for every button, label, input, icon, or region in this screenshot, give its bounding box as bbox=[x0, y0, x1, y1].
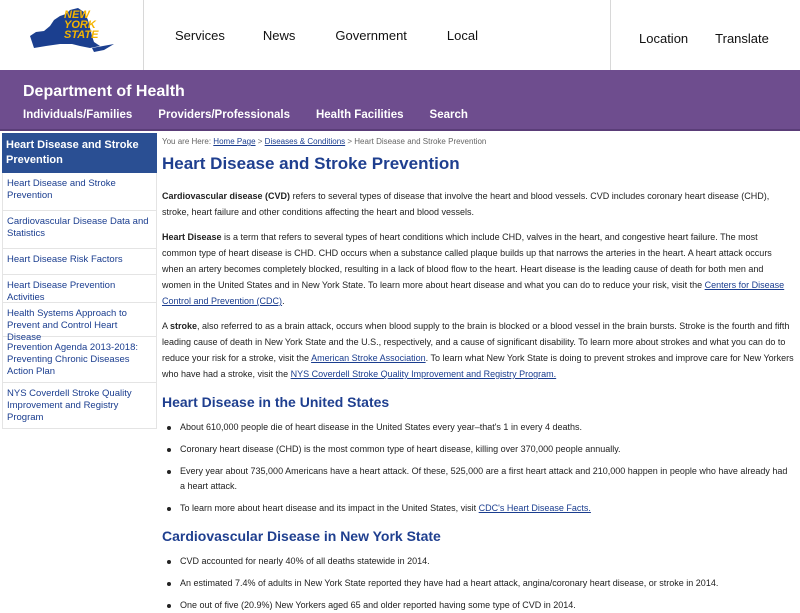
sidebar-item-health-systems[interactable]: Health Systems Approach to Prevent and Control Heart Disease bbox=[2, 303, 157, 337]
page-title: Heart Disease and Stroke Prevention bbox=[162, 154, 460, 173]
sidebar-item-prevention-agenda[interactable]: Prevention Agenda 2013-2018: Preventing Chronic Diseases Action Plan bbox=[2, 337, 157, 383]
list-item-text: An estimated 7.4% of adults in New York State reported they have had a heart attack, angina/coronary heart disease, or stroke in 2014. bbox=[180, 578, 719, 588]
sidebar-item-prevention-activities[interactable]: Heart Disease Prevention Activities bbox=[2, 275, 157, 303]
paragraph-text: refers to several types of disease that involve the heart and blood vessels. CVD includes coronary heart disease (CHD), stroke, heart failure and other conditions affecting the heart and blood vessels. bbox=[162, 191, 770, 217]
logo-text-line2: YORK bbox=[64, 19, 96, 31]
global-header bbox=[0, 0, 800, 70]
list-item-text: One out of five (20.9%) New Yorkers aged 65 and older reported having some type of CVD in 2014. bbox=[180, 600, 576, 610]
list-item bbox=[162, 464, 794, 494]
list-item-text: About 610,000 people die of heart disease in the United States every year–that's 1 in every 4 deaths. bbox=[180, 422, 582, 432]
translate-link[interactable]: Translate bbox=[715, 31, 769, 46]
cdc-heart-disease-facts-link[interactable]: CDC's Heart Disease Facts. bbox=[478, 503, 591, 513]
us-facts-list bbox=[162, 420, 794, 516]
agency-nav bbox=[23, 109, 494, 121]
american-stroke-association-link[interactable]: American Stroke Association bbox=[311, 353, 426, 363]
paragraph-text: . To learn what New York State is doing to prevent strokes and improve care for New Yorkers who have had a stroke, visit the bbox=[162, 353, 794, 379]
paragraph-text: is a term that refers to several types of heart conditions which include CHD, valves in the heart, and congestive heart failure. The most common type of heart disease is CHD. CHD occurs when a substance called plaque builds up that narrows the arteries in the heart. A heart attack occurs when an artery becomes completely blocked, resulting in a lack of blood flow to the heart. Heart disease is the leading cause of death for both men and women in the United States and in New York State. To learn more about heart disease and what you can do to reduce your risk, visit the bbox=[162, 232, 772, 290]
sidebar-item-risk-factors[interactable]: Heart Disease Risk Factors bbox=[2, 249, 157, 275]
paragraph-text: , also referred to as a brain attack, occurs when blood supply to the brain is blocked or a blood vessel in the brain bursts. Stroke is the fourth and fifth leading cause of death in New York State and the U.S., respectively, and a cause of significant disability. To learn more about strokes and what you can do to reduce your risk for a stroke, visit the bbox=[162, 321, 790, 363]
nav-news[interactable]: News bbox=[262, 28, 296, 43]
breadcrumb-current: Heart Disease and Stroke Prevention bbox=[354, 137, 487, 146]
breadcrumb-section[interactable]: Diseases & Conditions bbox=[264, 137, 346, 146]
term-stroke: stroke bbox=[170, 321, 198, 331]
paragraph-text: A bbox=[162, 321, 171, 331]
list-item bbox=[162, 501, 794, 516]
breadcrumb-separator: > bbox=[255, 137, 265, 146]
list-item bbox=[162, 576, 794, 591]
agency-title[interactable]: Department of Health bbox=[23, 83, 185, 100]
nys-logo[interactable] bbox=[26, 6, 126, 58]
section-heading-ny: Cardiovascular Disease in New York State bbox=[162, 528, 441, 544]
main-content bbox=[162, 133, 794, 613]
nav-local[interactable]: Local bbox=[446, 28, 478, 43]
breadcrumb-separator: > bbox=[345, 137, 355, 146]
list-item bbox=[162, 442, 794, 457]
agency-nav-providers[interactable]: Providers/Professionals bbox=[158, 109, 290, 121]
sidebar-heading[interactable]: Heart Disease and Stroke Prevention bbox=[2, 133, 157, 173]
list-item-text: To learn more about heart disease and its impact in the United States, visit bbox=[180, 503, 479, 513]
sidebar-item-cvd-data[interactable]: Cardiovascular Disease Data and Statistics bbox=[2, 211, 157, 249]
agency-nav-facilities[interactable]: Health Facilities bbox=[315, 109, 404, 121]
sidebar bbox=[2, 133, 157, 429]
list-item-text: Every year about 735,000 Americans have a heart attack. Of these, 525,000 are a first heart attack and 210,000 happen in people who have already had a heart attack. bbox=[180, 466, 788, 491]
location-link[interactable]: Location bbox=[639, 31, 689, 46]
header-divider-right bbox=[610, 0, 611, 70]
list-item bbox=[162, 554, 794, 569]
ny-facts-list bbox=[162, 554, 794, 613]
logo-text-line1: NEW bbox=[64, 9, 90, 21]
logo-text-line3: STATE bbox=[64, 29, 99, 41]
coverdell-program-link[interactable]: NYS Coverdell Stroke Quality Improvement and Registry Program. bbox=[290, 369, 557, 379]
sidebar-item-heart-disease-stroke[interactable]: Heart Disease and Stroke Prevention bbox=[2, 173, 157, 211]
agency-nav-individuals[interactable]: Individuals/Families bbox=[23, 109, 133, 121]
utility-nav bbox=[639, 31, 769, 46]
sidebar-item-coverdell[interactable]: NYS Coverdell Stroke Quality Improvement and Registry Program bbox=[2, 383, 157, 429]
agency-nav-search[interactable]: Search bbox=[429, 109, 468, 121]
list-item-text: CVD accounted for nearly 40% of all deaths statewide in 2014. bbox=[180, 556, 430, 566]
agency-header bbox=[0, 70, 800, 131]
paragraph-cvd bbox=[162, 188, 794, 220]
list-item-text: Coronary heart disease (CHD) is the most common type of heart disease, killing over 370,000 people annually. bbox=[180, 444, 621, 454]
section-heading-us: Heart Disease in the United States bbox=[162, 394, 390, 410]
term-heart-disease: Heart Disease bbox=[162, 232, 222, 242]
breadcrumb-home[interactable]: Home Page bbox=[213, 137, 256, 146]
agency-bar-border bbox=[0, 129, 800, 131]
nav-services[interactable]: Services bbox=[175, 28, 225, 43]
breadcrumb bbox=[162, 137, 794, 146]
cdc-link[interactable]: Centers for Disease Control and Prevention (CDC) bbox=[162, 280, 785, 306]
global-nav bbox=[175, 28, 518, 43]
list-item bbox=[162, 420, 794, 435]
header-divider bbox=[143, 0, 144, 70]
nav-government[interactable]: Government bbox=[335, 28, 407, 43]
paragraph-heart-disease bbox=[162, 229, 794, 309]
paragraph-text: . bbox=[282, 296, 285, 306]
breadcrumb-prefix: You are Here: bbox=[162, 137, 214, 146]
term-cvd: Cardiovascular disease (CVD) bbox=[162, 191, 291, 201]
paragraph-stroke bbox=[162, 318, 794, 382]
list-item bbox=[162, 598, 794, 613]
